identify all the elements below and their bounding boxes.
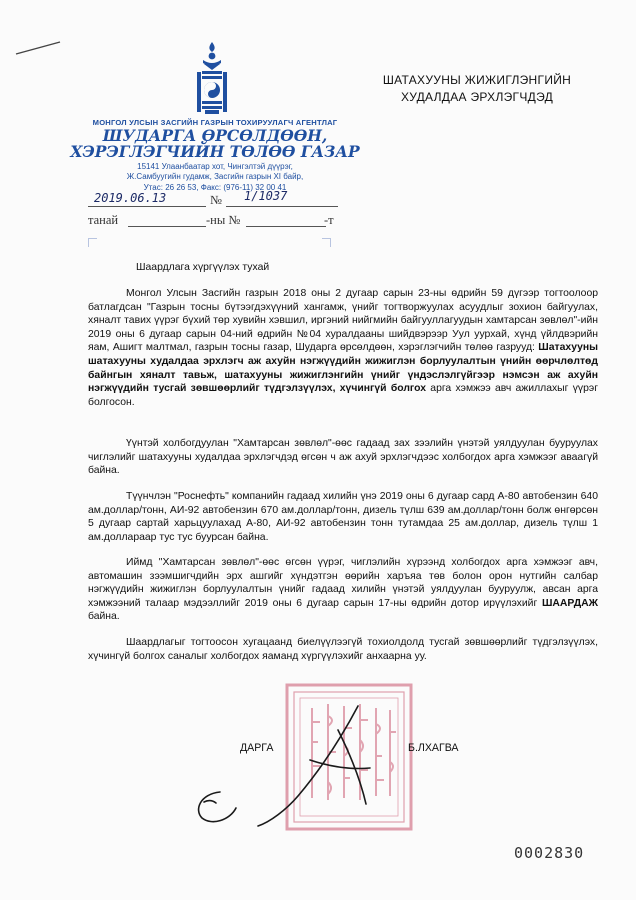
reply-date-line xyxy=(128,212,206,227)
signatory-title: ДАРГА xyxy=(240,742,274,754)
agency-name-line2: ХЭРЭГЛЭГЧИЙН ТӨЛӨӨ ГАЗАР xyxy=(70,142,360,161)
recipient-block xyxy=(372,72,582,106)
p3-text: Түүнчлэн "Роснефть" компанийн гадаад хилийн үнэ 2019 оны 6 дугаар сард А-80 автобензин 640 ам.доллар/тонн, АИ-92 автобензин 670 ам.доллар/тонн, дизель түлш 639 ам.доллар/тонн болж өнгөрсөн 5 дугаар сартай харьцуулахад А-80, АИ-92 автобензин тонн тутамдаа 25 ам.доллар, дизель түлш 1 ам.доллараар тус тус буурсан байна. xyxy=(88,491,598,543)
p2-text: Үүнтэй холбогдуулан "Хамтарсан зөвлөл"-өөс гадаад зах зээлийн үнэтэй уялдуулан бууруулах чиглэлийг шатахууны худалдаа эрхлэгчдэд өгсөн ч аж ахуй эрхлэгчдээс холбогдох арга хэмжээг аваагүй байна. xyxy=(88,438,598,477)
body-paragraph-3 xyxy=(88,490,598,544)
subject-bracket-right xyxy=(322,238,331,247)
soyombo-emblem-icon xyxy=(192,40,232,120)
reply-reference-row xyxy=(88,212,338,230)
letter-subject: Шаардлага хүргүүлэх тухай xyxy=(136,262,270,273)
reply-number-line xyxy=(246,212,326,227)
p4-bold: ШААРДАЖ xyxy=(541,597,598,609)
reply-label: танай xyxy=(88,213,119,227)
subject-bracket-left xyxy=(88,238,97,247)
recipient-line1: ШАТАХУУНЫ ЖИЖИГЛЭНГИЙН xyxy=(382,73,572,87)
agency-name-line1: ШУДАРГА ӨРСӨЛДӨӨН, xyxy=(102,126,328,145)
p4-text-c: байна. xyxy=(88,611,120,623)
p5-text: Шаардлагыг тогтоосон хугацаанд биелүүлээгүй тохиолдолд тусгай зөвшөөрлийг түдгэлзүүлэх, хүчингүй болгох саналыг холбогдох яаманд хүргүүлэхийг анхаарна уу. xyxy=(88,637,598,662)
handwritten-signature xyxy=(190,700,430,830)
letter-number: 1/1037 xyxy=(244,189,288,203)
letter-date: 2019.06.13 xyxy=(94,191,167,205)
number-label: № xyxy=(210,193,222,207)
address-line3: Утас: 26 26 53, Факс: (976-11) 32 00 41 xyxy=(143,182,287,192)
signatory-name: Б.ЛХАГВА xyxy=(408,742,459,754)
scan-artifact-mark xyxy=(14,38,64,58)
address-line1: 15141 Улаанбаатар хот, Чингэлтэй дүүрэг, xyxy=(137,162,293,171)
agency-address xyxy=(70,162,360,193)
document-serial-number: 0002830 xyxy=(514,844,585,862)
reply-number-label: -ны № xyxy=(206,213,241,227)
p1-text-c: арга хэмжээ авч ажиллахыг үүрэг болгосон. xyxy=(88,383,598,408)
address-line2: Ж.Самбуугийн гудамж, Засгийн газрын XI байр, xyxy=(126,172,304,182)
p4-text-a: Иймд "Хамтарсан зөвлөл"-өөс өгсөн үүрэг, чиглэлийн хүрээнд холбогдох арга хэмжээг авч, автомашин зээмшигчдийн эрх ашгийг хүндэтгэн өөрийн харъяа төв болон орон нутгийн салбар нэгжүүдийн жижиглэн борлуулалтын үнийг гадаад хилийн үнэтэй уялдуулан бууруулж, авсан арга хэмжээний талаар мэдээллийг 2019 оны 6 дугаар сарын 17-ны өдрийн дотор ирүүлэхийг xyxy=(88,557,598,609)
agency-parent-name: МОНГОЛ УЛСЫН ЗАСГИЙН ГАЗРЫН ТОХИРУУЛАГЧ АГЕНТЛАГ xyxy=(92,118,338,127)
body-paragraph-5 xyxy=(88,636,598,663)
p1-bold: Шатахууны шатахууны худалдаа эрхлэгч аж ахуйн нэгжүүдийн жижиглэн борлуулалтын үнийн өөрчлөлтөд байнгын хяналт тавьж, шатахууны жижиглэнгийн үнийг үндэслэлгүйгээр нэмсэн аж ахуйн нэгжүүдийн тусгай зөвшөөрлийг түдгэлзүүлэх, хүчингүй болгох xyxy=(88,342,598,395)
recipient-line2: ХУДАЛДАА ЭРХЛЭГЧДЭД xyxy=(400,90,554,104)
reply-end-label: -т xyxy=(324,213,334,227)
body-paragraph-4 xyxy=(88,556,598,624)
agency-name xyxy=(70,128,360,160)
outgoing-reference-row xyxy=(88,189,338,210)
p1-text-a: Монгол Улсын Засгийн газрын 2018 оны 2 дугаар сарын 23-ны өдрийн 59 дүгээр тогтоолоор батлагдсан "Газрын тосны бүтээгдэхүүний хангамж, үнийг тогтворжуулах асуудлыг зохион байгуулах, хяналт тавих үүрэг бүхий төр хувийн хэвшил, иргэний нийгмийн байгууллагуудын хамтарсан зөвлөл"-ийн 2019 оны 6 дугаар сарын 04-ний өдрийн №04 хуралдааны шийдвэрээр Уул уурхай, хүнд үйлдвэрийн яам, Ашигт малтмал, газрын тосны газар, Шударга өрсөлдөөн, хэрэглэгчийн төлөө газрууд: xyxy=(88,288,598,354)
body-paragraph-1 xyxy=(88,287,598,409)
body-paragraph-2 xyxy=(88,437,598,478)
